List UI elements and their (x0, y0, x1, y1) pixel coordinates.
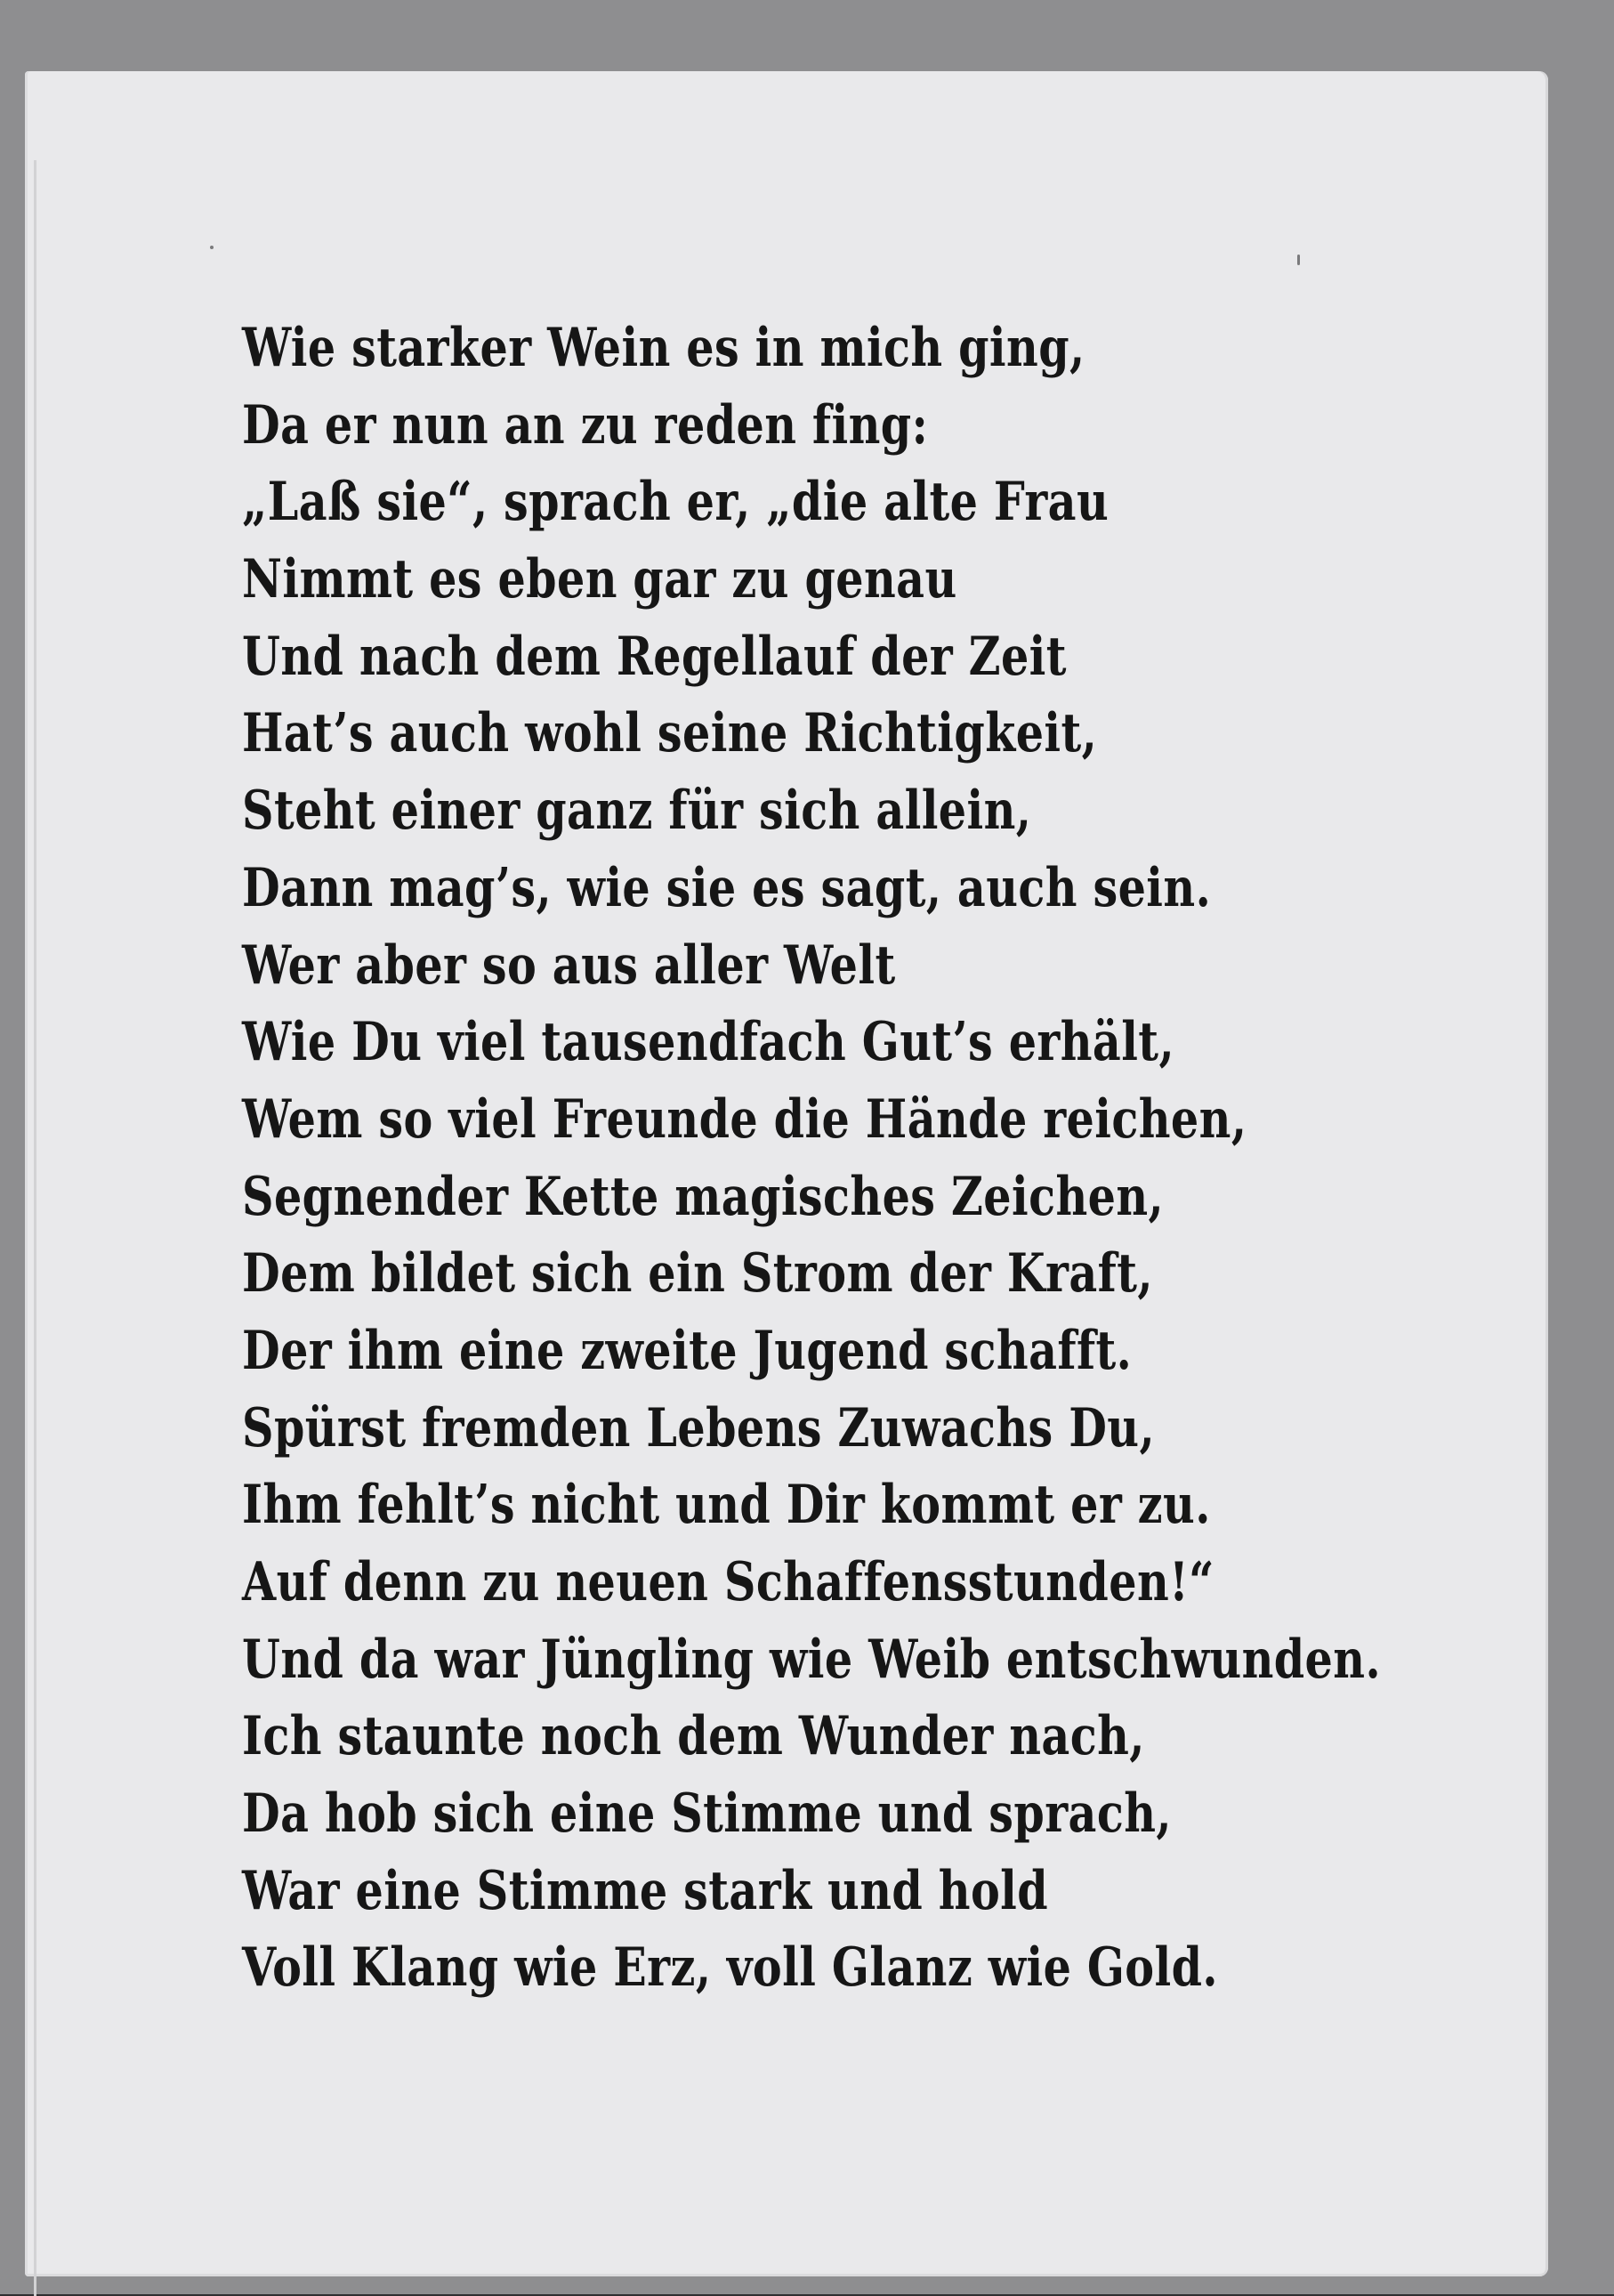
poem-line: Wie starker Wein es in mich ging, (242, 317, 1085, 379)
poem-line: Hat’s auch wohl seine Richtigkeit, (242, 702, 1098, 765)
poem-line: Dann mag’s, wie sie es sagt, auch sein. (242, 856, 1212, 919)
poem-line: Ich staunte noch dem Wunder nach, (242, 1705, 1145, 1768)
poem-line: Voll Klang wie Erz, voll Glanz wie Gold. (242, 1936, 1218, 2000)
poem-line: Da hob sich eine Stimme und sprach, (242, 1783, 1172, 1846)
poem-line: Steht einer ganz für sich allein, (242, 780, 1032, 843)
poem-line: „Laß sie“, sprach er, „die alte Frau (242, 471, 1110, 534)
poem-line: Wem so viel Freunde die Hände reichen, (242, 1087, 1247, 1151)
poem-line: Wie Du viel tausendfach Gut’s erhält, (242, 1011, 1174, 1074)
poem-line: Der ihm eine zweite Jugend schafft. (242, 1319, 1133, 1382)
poem-line: Da er nun an zu reden fing: (242, 393, 929, 457)
page-edge (34, 160, 36, 2296)
poem-line: Wer aber so aus aller Welt (242, 934, 896, 997)
poem-line: Nimmt es eben gar zu genau (242, 548, 957, 611)
poem-line: Auf denn zu neuen Schaffensstunden!“ (242, 1551, 1215, 1613)
poem-text (242, 310, 1614, 2007)
poem-line: War eine Stimme stark und hold (242, 1859, 1049, 1922)
poem-line: Spürst fremden Lebens Zuwachs Du, (242, 1396, 1155, 1459)
dust-mark (210, 246, 214, 249)
poem-line: Ihm fehlt’s nicht und Dir kommt er zu. (242, 1474, 1211, 1537)
poem-line: Dem bildet sich ein Strom der Kraft, (242, 1242, 1153, 1306)
dust-mark (1297, 255, 1300, 265)
poem-line: Segnender Kette magisches Zeichen, (242, 1165, 1165, 1228)
poem-line: Und nach dem Regellauf der Zeit (242, 625, 1067, 688)
poem-line: Und da war Jüngling wie Weib entschwunden. (242, 1628, 1381, 1691)
